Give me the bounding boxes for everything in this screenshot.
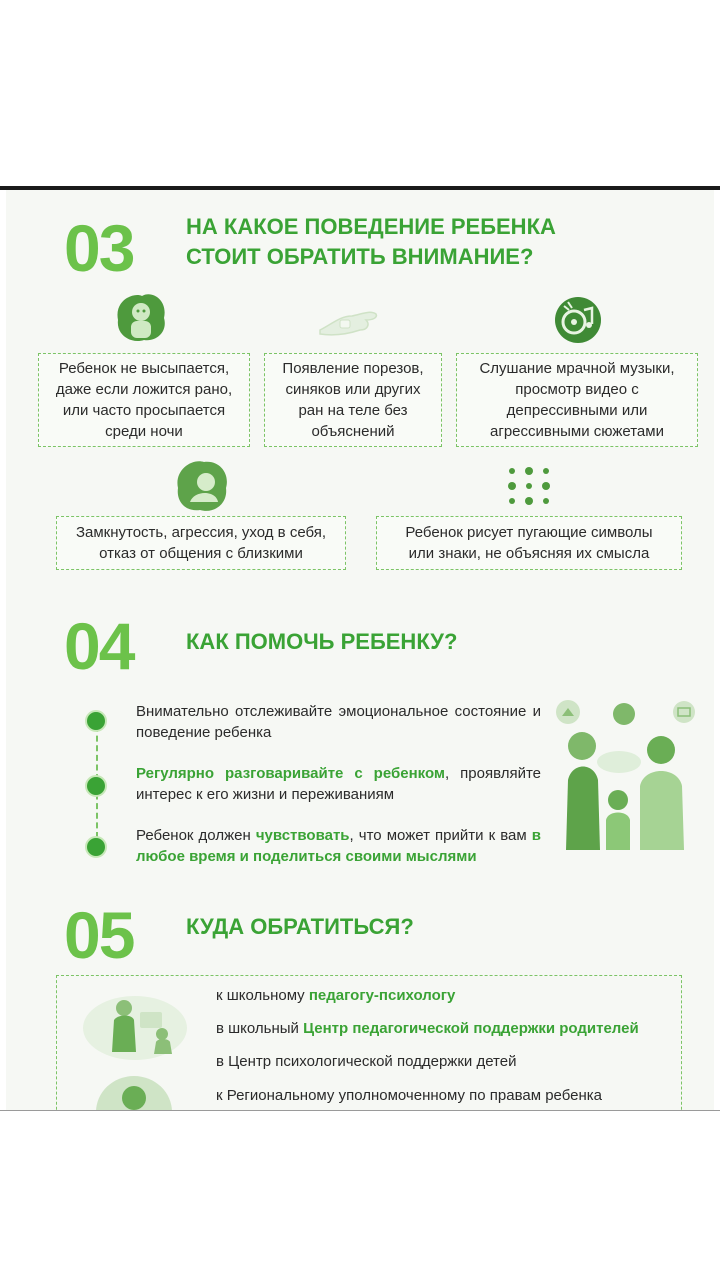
timeline-dot	[85, 836, 107, 858]
behavior-card-withdrawal	[56, 516, 346, 570]
card-line: даже если ложится рано,	[55, 381, 233, 398]
card-line: или часто просыпается	[62, 402, 226, 419]
bottom-border	[0, 1110, 720, 1111]
card-line: Появление порезов,	[282, 360, 424, 377]
step-highlight: чувствовать	[255, 827, 350, 844]
section-number-05: 05	[64, 898, 134, 972]
behavior-card-music	[456, 353, 698, 447]
card-line: Слушание мрачной музыки,	[479, 360, 675, 377]
scary-symbols-icon	[506, 466, 552, 508]
section-number-03: 03	[64, 211, 134, 285]
contact-item-2	[216, 1019, 639, 1039]
behavior-card-symbols	[376, 516, 682, 570]
contact-item-4	[216, 1086, 602, 1106]
card-line: Ребенок не высыпается,	[58, 360, 230, 377]
psychologist-session-illustration	[80, 990, 190, 1062]
card-line: среди ночи	[105, 423, 183, 440]
card-line: агрессивными сюжетами	[490, 423, 664, 440]
timeline-dot	[85, 775, 107, 797]
section-number-04: 04	[64, 609, 134, 683]
contact-text: к Региональному уполномоченному по правам ребенка	[216, 1087, 602, 1104]
card-line: объяснений	[311, 423, 395, 440]
contact-item-3	[216, 1052, 516, 1072]
card-line: ран на теле без	[298, 402, 408, 419]
support-center-illustration	[94, 1072, 174, 1110]
section-title-05: КУДА ОБРАТИТЬСЯ?	[186, 914, 414, 939]
sleepless-child-icon	[112, 290, 170, 344]
behavior-card-wounds	[264, 353, 442, 447]
section-title-04: КАК ПОМОЧЬ РЕБЕНКУ?	[186, 629, 458, 654]
card-line: просмотр видео с	[515, 381, 639, 398]
contact-highlight: педагогу-психологу	[308, 987, 456, 1004]
hand-bandage-icon	[318, 302, 382, 342]
step-text: Внимательно отслеживайте эмоциональное состояние и поведение ребенка	[136, 703, 541, 741]
card-line: синяков или других	[285, 381, 421, 398]
contact-text: в Центр психологической поддержки детей	[216, 1053, 517, 1070]
step-text: Ребенок должен	[136, 827, 256, 844]
card-line: Ребенок рисует пугающие символы	[405, 524, 653, 541]
card-line: депрессивными или	[506, 402, 648, 419]
family-conversation-illustration	[554, 690, 704, 855]
section-title-03-line2: СТОИТ ОБРАТИТЬ ВНИМАНИЕ?	[186, 244, 534, 269]
infographic-page	[6, 190, 714, 1110]
help-step-2	[136, 763, 541, 805]
section-title-03-line1: НА КАКОЕ ПОВЕДЕНИЕ РЕБЕНКА	[186, 214, 556, 239]
card-line: отказ от общения с близкими	[99, 545, 303, 562]
contact-highlight: Центр педагогической поддержки родителей	[303, 1020, 639, 1037]
step-text: , проявляйте интерес к его жизни и переживаниям	[136, 765, 542, 803]
step-highlight: Регулярно разговаривайте с ребенком	[136, 765, 446, 782]
help-step-1	[136, 701, 541, 743]
behavior-card-sleep	[38, 353, 250, 447]
step-highlight: в любое время и поделиться своими мыслями	[136, 827, 541, 865]
step-text: , что может прийти к вам	[349, 827, 532, 844]
contact-item-1	[216, 986, 455, 1006]
help-step-3	[136, 825, 541, 867]
card-line: или знаки, не объясняя их смысла	[408, 545, 650, 562]
withdrawn-child-icon	[174, 458, 230, 514]
contact-text: к школьному	[216, 987, 309, 1004]
timeline-dot	[85, 710, 107, 732]
card-line: Замкнутость, агрессия, уход в себя,	[75, 524, 327, 541]
contact-text: в школьный	[216, 1020, 304, 1037]
music-disc-icon	[554, 296, 602, 344]
